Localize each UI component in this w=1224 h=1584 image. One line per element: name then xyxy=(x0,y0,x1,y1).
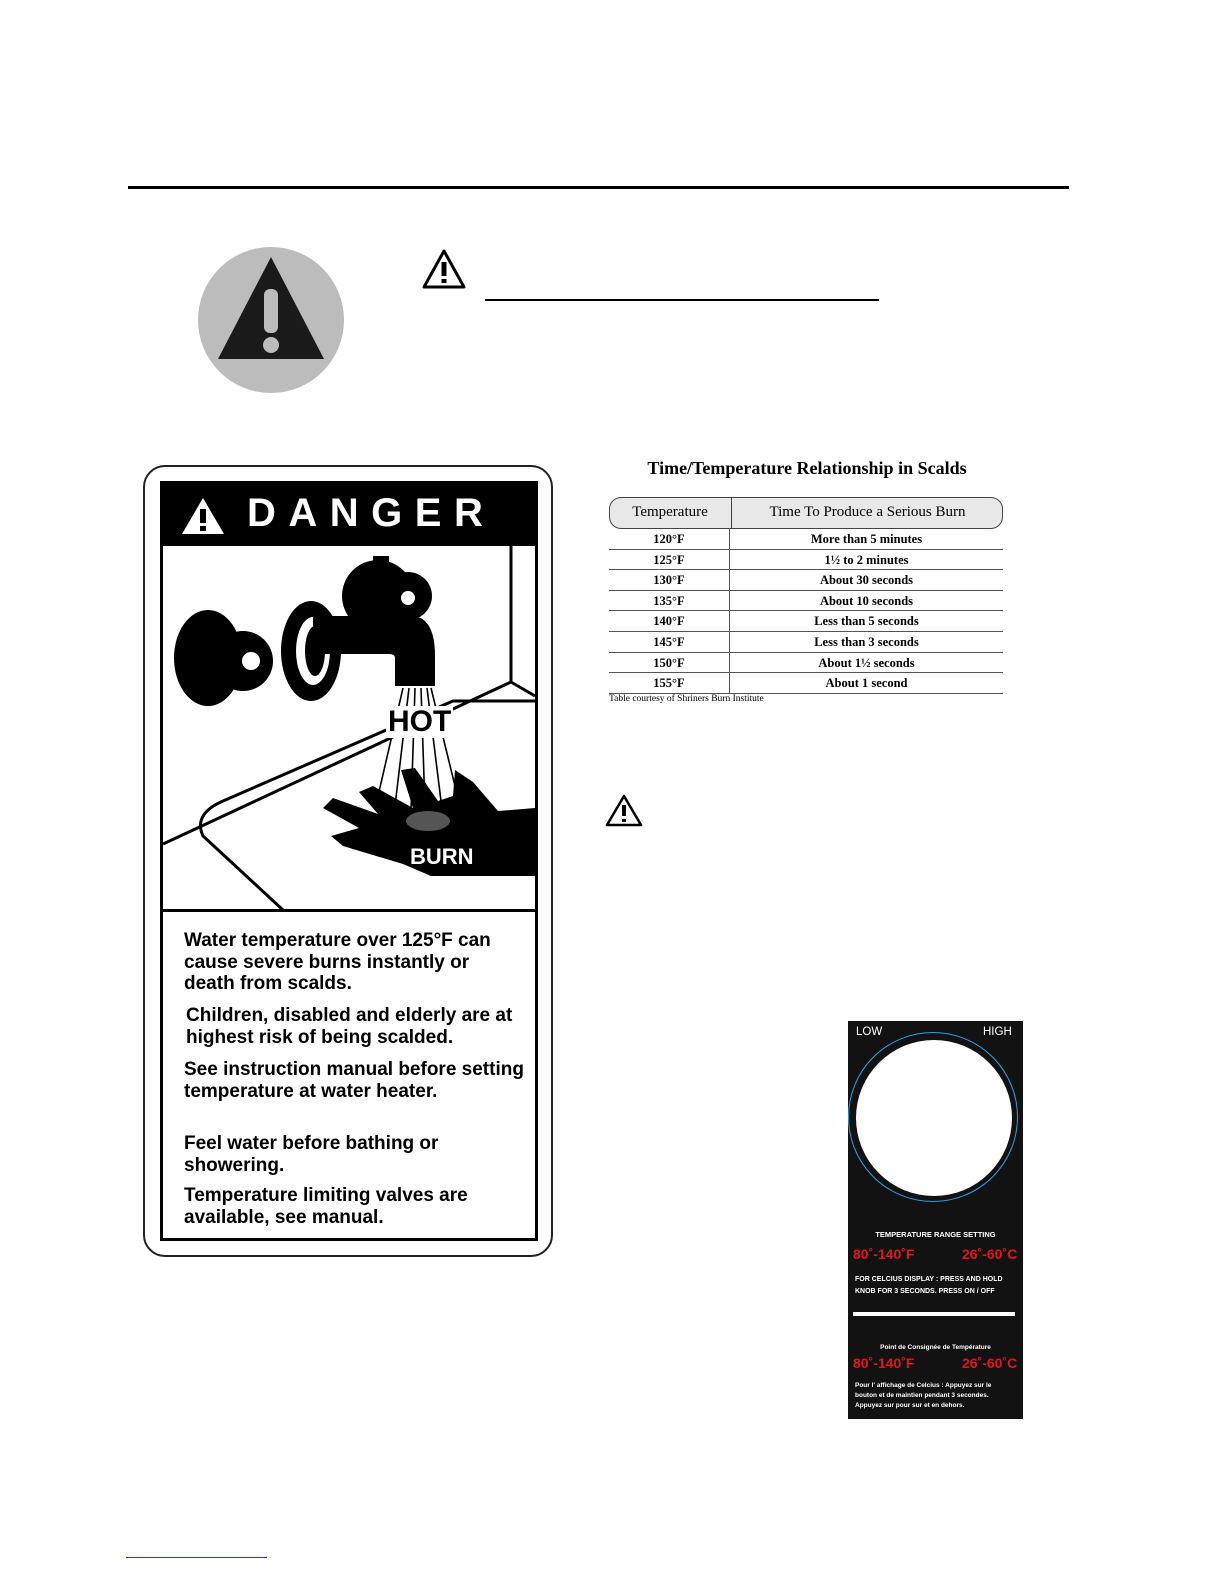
fr-title: Point de Consignée de Température xyxy=(880,1344,991,1351)
hot-text: HOT xyxy=(388,705,452,738)
table-row xyxy=(609,611,1003,632)
exclamation-triangle-icon xyxy=(198,247,344,393)
cell-temperature: 155°F xyxy=(653,676,685,691)
header-time: Time To Produce a Serious Burn xyxy=(731,498,1003,528)
cell-temperature: 130°F xyxy=(653,573,685,588)
table-header xyxy=(609,497,1003,529)
table-row xyxy=(609,673,1003,694)
header-rule xyxy=(128,186,1069,189)
range-c: 26˚-60˚C xyxy=(962,1246,1018,1262)
danger-banner xyxy=(163,484,535,546)
danger-paragraph: See instruction manual before setting temperature at water heater. xyxy=(184,1059,524,1102)
cell-temperature: 150°F xyxy=(653,655,685,670)
table-row xyxy=(609,550,1003,571)
danger-paragraph: Water temperature over 125°F can cause severe burns instantly or death from scalds. xyxy=(184,930,491,994)
range-title: TEMPERATURE RANGE SETTING xyxy=(875,1230,996,1239)
footer-link[interactable] xyxy=(126,1557,267,1558)
cell-time: About 1½ seconds xyxy=(729,653,1003,673)
fr-range-c: 26˚-60˚C xyxy=(962,1355,1018,1371)
danger-paragraph: Temperature limiting valves are available, see manual. xyxy=(184,1185,468,1228)
cell-temperature: 135°F xyxy=(653,593,685,608)
table-row xyxy=(609,570,1003,591)
range-f: 80˚-140˚F xyxy=(853,1246,915,1262)
cell-time: More than 5 minutes xyxy=(729,529,1003,549)
cell-temperature: 120°F xyxy=(653,532,685,546)
temperature-dial[interactable] xyxy=(856,1040,1012,1196)
celsius-instructions: FOR CELCIUS DISPLAY : PRESS AND HOLD KNOB FOR 3 SECONDS. PRESS ON / OFF xyxy=(855,1276,1003,1295)
burn-text: BURN xyxy=(410,844,474,869)
scald-illustration xyxy=(163,546,535,910)
warning-circle xyxy=(198,247,344,393)
table-note: Table courtesy of Shriners Burn Institute xyxy=(609,694,764,704)
table-row xyxy=(609,529,1003,550)
fr-instructions: Pour l' affichage de Celcius : Appuyez sur le bouton et de maintien pendant 3 secondes. Appuyez sur pour sur et en dehors. xyxy=(855,1382,992,1409)
cell-time: About 1 second xyxy=(729,673,1003,693)
cell-time: About 30 seconds xyxy=(729,570,1003,590)
danger-paragraph: Feel water before bathing or showering. xyxy=(184,1133,439,1176)
warning-icon xyxy=(421,248,467,295)
panel-high-label: HIGH xyxy=(983,1026,1012,1038)
table-row xyxy=(609,653,1003,674)
fr-range-f: 80˚-140˚F xyxy=(853,1355,915,1371)
cell-temperature: 145°F xyxy=(653,634,685,649)
cell-temperature: 125°F xyxy=(653,552,685,567)
cell-time: About 10 seconds xyxy=(729,591,1003,611)
cell-temperature: 140°F xyxy=(653,614,685,629)
left-knob xyxy=(174,610,273,706)
table-body xyxy=(609,529,1003,694)
table-row xyxy=(609,591,1003,612)
header-temperature: Temperature xyxy=(632,504,708,520)
range-title-wrap xyxy=(848,1224,1023,1242)
table-row xyxy=(609,632,1003,653)
danger-paragraph: Children, disabled and elderly are at highest risk of being scalded. xyxy=(186,1005,513,1048)
panel-divider xyxy=(853,1312,1015,1316)
heading-underline xyxy=(485,299,879,301)
cell-time: 1½ to 2 minutes xyxy=(729,550,1003,570)
cell-time: Less than 5 seconds xyxy=(729,611,1003,631)
table-title: Time/Temperature Relationship in Scalds xyxy=(647,458,967,478)
danger-triangle-icon xyxy=(180,496,226,536)
fr-title-wrap xyxy=(848,1336,1023,1354)
warning-icon xyxy=(605,794,643,833)
danger-divider xyxy=(160,909,538,912)
cell-time: Less than 3 seconds xyxy=(729,632,1003,652)
danger-title: DANGER xyxy=(247,491,496,535)
panel-low-label: LOW xyxy=(856,1026,883,1038)
